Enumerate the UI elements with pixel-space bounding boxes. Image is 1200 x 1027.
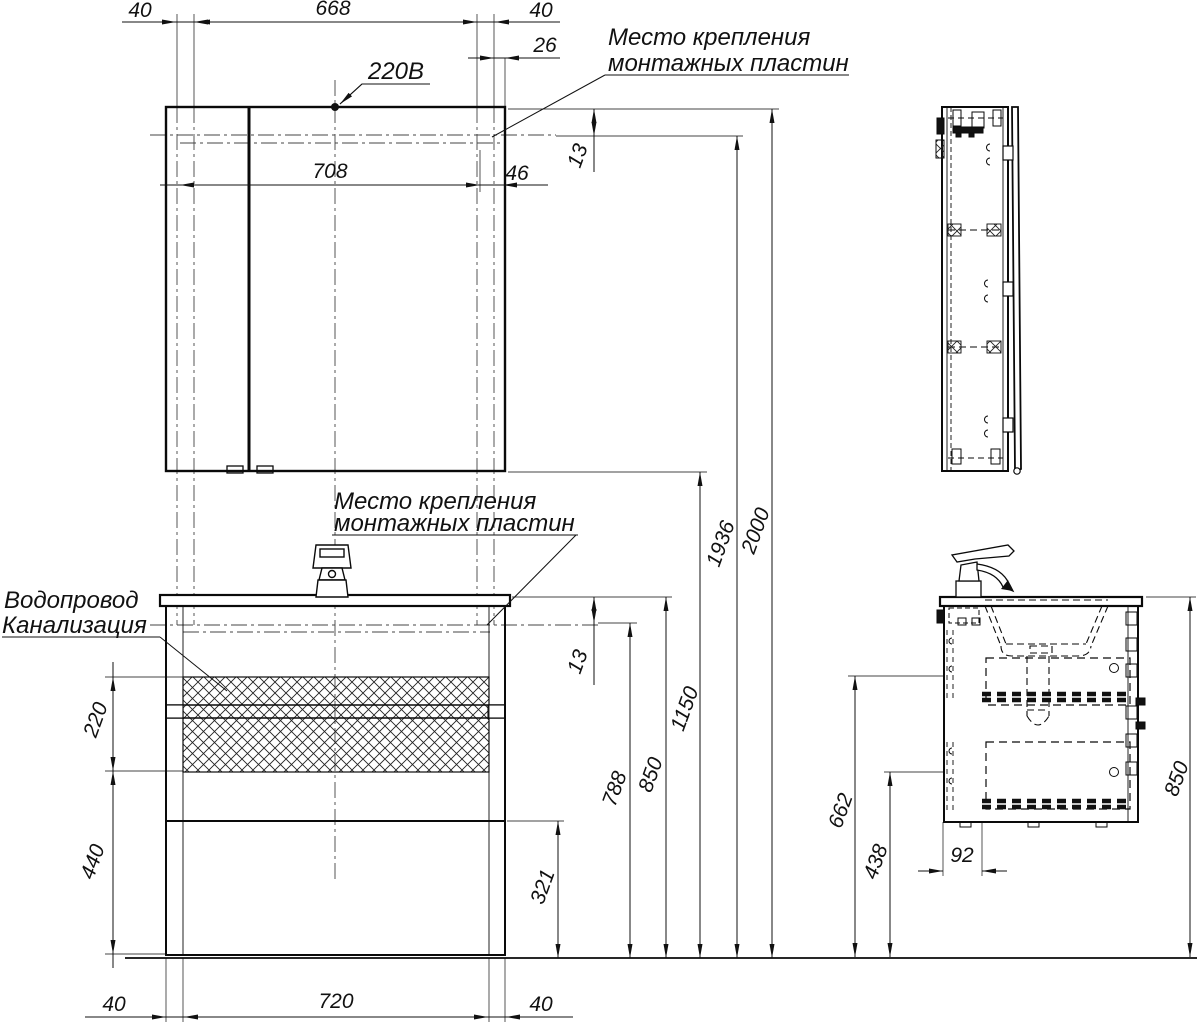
hinge xyxy=(1003,418,1013,432)
dim-708: 708 xyxy=(312,160,348,183)
power-outlet-dot xyxy=(331,103,339,111)
dim-1936: 1936 xyxy=(702,517,740,570)
dim-bottom-40-left: 40 xyxy=(102,993,126,1016)
vanity-lower-drawer xyxy=(166,821,505,955)
dim-13-vanity: 13 xyxy=(563,646,593,677)
mirror-cabinet-side xyxy=(936,107,1021,474)
dim-438: 438 xyxy=(859,841,893,883)
dim-321: 321 xyxy=(526,866,560,908)
hinge xyxy=(1003,282,1013,296)
mount-label-mid-2: монтажных пластин xyxy=(334,510,575,537)
drawer-slides xyxy=(982,694,1130,807)
dim-13-mirror: 13 xyxy=(563,140,593,171)
dim-bottom-40-right: 40 xyxy=(529,993,553,1016)
drawer-hidden-outlines xyxy=(986,658,1130,809)
water-label: Водопровод xyxy=(4,587,139,614)
door-clips xyxy=(1110,612,1146,777)
mount-label-top-1: Место крепления xyxy=(608,24,811,51)
sewer-label: Канализация xyxy=(2,612,147,639)
dim-1150: 1150 xyxy=(666,683,704,734)
dim-662: 662 xyxy=(824,790,858,832)
side-wall-fittings xyxy=(947,630,953,812)
vanity-front xyxy=(160,545,510,955)
dim-220: 220 xyxy=(79,699,113,741)
dim-92: 92 xyxy=(950,844,974,867)
dim-850-side: 850 xyxy=(1160,758,1194,800)
plumbing-access-hatch xyxy=(183,677,489,772)
dim-850: 850 xyxy=(634,754,668,796)
dim-2000: 2000 xyxy=(737,504,775,557)
dim-top-40-left: 40 xyxy=(128,0,152,22)
dim-top-40-right: 40 xyxy=(529,0,553,22)
dim-46: 46 xyxy=(505,162,529,185)
sink-hidden-outline xyxy=(985,600,1108,725)
mount-label-top-2: монтажных пластин xyxy=(608,50,849,77)
side-wall-pins xyxy=(949,638,952,784)
mirror-cabinet-front xyxy=(166,103,505,473)
vanity-mount-bracket xyxy=(937,608,980,625)
power-callout: 220В xyxy=(367,58,425,85)
dim-26: 26 xyxy=(533,34,557,57)
faucet-side xyxy=(952,545,1014,597)
dim-788: 788 xyxy=(598,768,632,810)
dim-440: 440 xyxy=(76,841,110,883)
vanity-body-side xyxy=(944,606,1138,822)
faucet-front xyxy=(313,545,351,597)
countertop-side xyxy=(940,597,1142,606)
dim-720: 720 xyxy=(318,990,354,1013)
vanity-side xyxy=(937,545,1145,827)
hinge xyxy=(1003,146,1013,160)
mount-label-mid-1: Место крепления xyxy=(334,488,537,515)
dim-top-668: 668 xyxy=(315,0,351,20)
